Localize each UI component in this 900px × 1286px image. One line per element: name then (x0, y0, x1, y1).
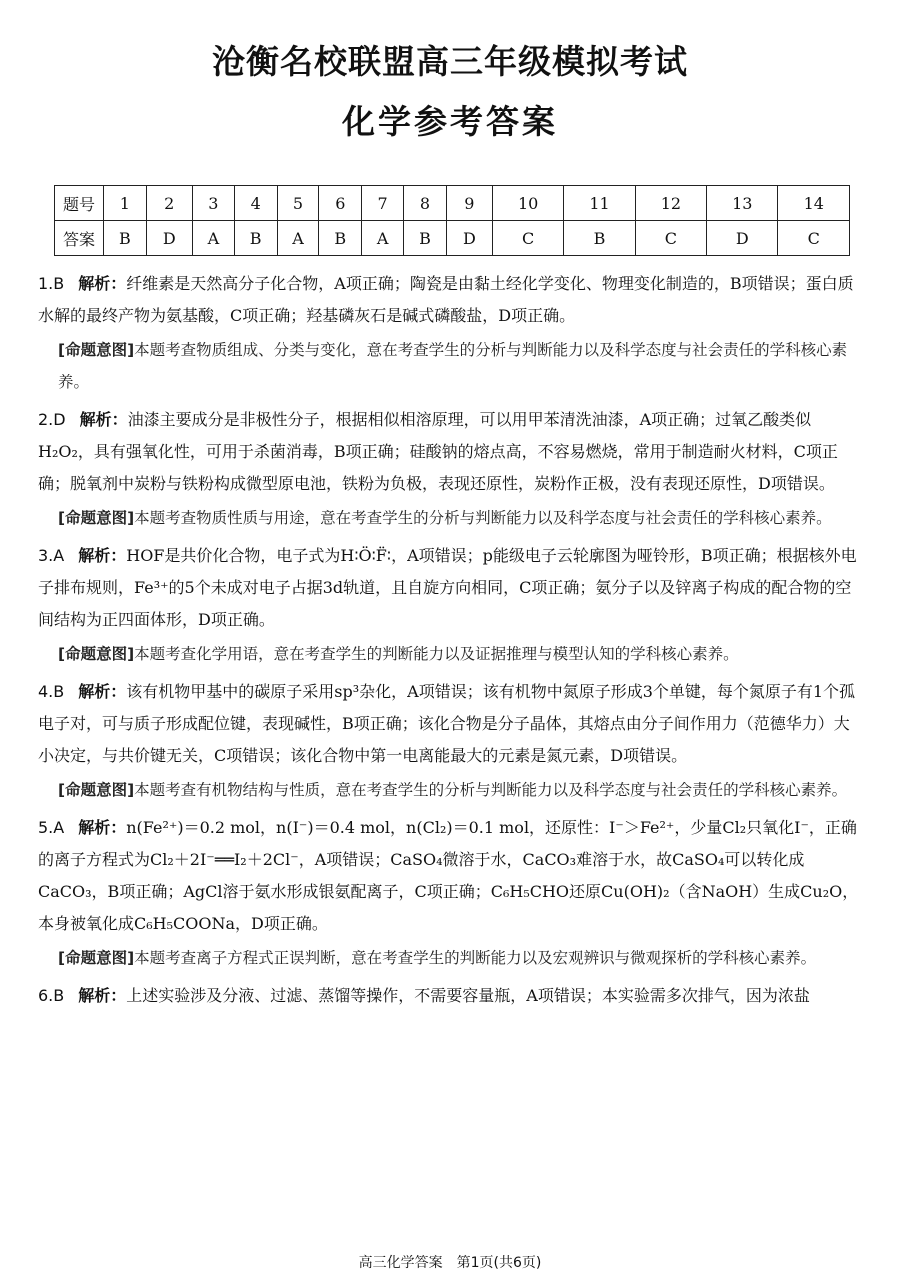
question-explanation (38, 540, 864, 636)
answer-cell: D (707, 221, 778, 256)
explanation-label: 解析： (78, 546, 127, 565)
explanation-text: 油漆主要成分是非极性分子，根据相似相溶原理，可以用甲苯清洗油漆，A项正确；过氧乙酸类似H₂O₂，具有强氧化性，可用于杀菌消毒，B项正确；硅酸钠的熔点高，不容易燃烧，常用于制造耐火材料，C项正确；脱氧剂中炭粉与铁粉构成微型原电池，铁粉为负极，表现还原性，炭粉作正极，没有表现还原性，D项错误。 (38, 410, 838, 493)
question-answer-head: 3.A (38, 546, 65, 565)
question-number-cell: 7 (362, 186, 404, 221)
question-answer-head: 2.D (38, 410, 66, 429)
question-number-cell: 10 (492, 186, 563, 221)
intent-tag: [命题意图] (58, 341, 135, 359)
intent-tag: [命题意图] (58, 645, 135, 663)
question-intent (58, 334, 864, 398)
answer-cell: B (104, 221, 147, 256)
explanation-text: 纤维素是天然高分子化合物，A项正确；陶瓷是由黏土经化学变化、物理变化制造的，B项错误；蛋白质水解的最终产物为氨基酸，C项正确；羟基磷灰石是碱式磷酸盐，D项正确。 (38, 274, 854, 325)
question-intent (58, 638, 864, 670)
question-number-cell: 9 (446, 186, 492, 221)
question-answer-head: 1.B (38, 274, 65, 293)
explanation-text: n(Fe²⁺)＝0.2 mol，n(I⁻)＝0.4 mol，n(Cl₂)＝0.1 mol，还原性：I⁻＞Fe²⁺，少量Cl₂只氧化I⁻，正确的离子方程式为Cl₂＋2I⁻══I₂＋2Cl⁻，A项错误；CaSO₄微溶于水，CaCO₃难溶于水，故CaSO₄可以转化成CaCO₃，B项正确；AgCl溶于氨水形成银氨配离子，C项正确；C₆H₅CHO还原Cu(OH)₂（含NaOH）生成Cu₂O，本身被氧化成C₆H₅COONa，D项正确。 (38, 818, 859, 933)
question-number-cell: 13 (707, 186, 778, 221)
explanation-label: 解析： (79, 410, 128, 429)
question-intent (58, 774, 864, 806)
question-number-cell: 4 (234, 186, 277, 221)
page-title: 沧衡名校联盟高三年级模拟考试 (212, 42, 688, 81)
intent-tag: [命题意图] (58, 509, 135, 527)
answer-cell: D (146, 221, 192, 256)
answer-cell: D (446, 221, 492, 256)
intent-text: 本题考查有机物结构与性质，意在考查学生的分析与判断能力以及科学态度与社会责任的学科核心素养。 (134, 781, 848, 799)
question-explanation (38, 404, 864, 500)
question-answer-head: 5.A (38, 818, 65, 837)
number-row (55, 186, 850, 221)
explanation-label: 解析： (78, 682, 127, 701)
question-number-cell: 11 (564, 186, 635, 221)
answer-cell: B (234, 221, 277, 256)
answer-cell: A (192, 221, 234, 256)
explanation-label: 解析： (78, 818, 127, 837)
answer-cell: B (404, 221, 447, 256)
answer-cell: C (492, 221, 563, 256)
answer-row-label: 答案 (55, 221, 104, 256)
intent-tag: [命题意图] (58, 781, 135, 799)
answer-cell: A (277, 221, 319, 256)
intent-text: 本题考查物质性质与用途，意在考查学生的分析与判断能力以及科学态度与社会责任的学科核心素养。 (134, 509, 832, 527)
question-number-cell: 2 (146, 186, 192, 221)
intent-tag: [命题意图] (58, 949, 135, 967)
question-number-cell: 1 (104, 186, 147, 221)
answer-cell: C (778, 221, 850, 256)
explanation-text: 该有机物甲基中的碳原子采用sp³杂化，A项错误；该有机物中氮原子形成3个单键，每个氮原子有1个孤电子对，可与质子形成配位键，表现碱性，B项正确；该化合物是分子晶体，其熔点由分子间作用力（范德华力）大小决定，与共价键无关，C项错误；该化合物中第一电离能最大的元素是氮元素，D项错误。 (38, 682, 856, 765)
explanation-label: 解析： (78, 274, 127, 293)
question-answer-head: 6.B (38, 986, 65, 1005)
answer-table (54, 185, 850, 256)
explanation-text: HOF是共价化合物，电子式为H∶Ö∶F̈∶，A项错误；p能级电子云轮廓图为哑铃形，B项正确；根据核外电子排布规则，Fe³⁺的5个未成对电子占据3d轨道，且自旋方向相同，C项正确；氨分子以及锌离子构成的配合物的空间结构为正四面体形，D项正确。 (38, 546, 857, 629)
answer-explanations (38, 268, 864, 1012)
answer-cell: B (319, 221, 362, 256)
question-number-cell: 6 (319, 186, 362, 221)
number-row-label: 题号 (55, 186, 104, 221)
explanation-label: 解析： (78, 986, 127, 1005)
question-number-cell: 3 (192, 186, 234, 221)
answer-cell: C (635, 221, 706, 256)
intent-text: 本题考查化学用语，意在考查学生的判断能力以及证据推理与模型认知的学科核心素养。 (134, 645, 739, 663)
question-intent (58, 942, 864, 974)
question-number-cell: 8 (404, 186, 447, 221)
question-explanation (38, 676, 864, 772)
question-number-cell: 5 (277, 186, 319, 221)
question-number-cell: 14 (778, 186, 850, 221)
question-intent (58, 502, 864, 534)
page-footer: 高三化学答案 第1页(共6页) (358, 1255, 542, 1271)
answer-cell: A (362, 221, 404, 256)
page-subtitle: 化学参考答案 (342, 102, 558, 141)
question-number-cell: 12 (635, 186, 706, 221)
question-explanation (38, 980, 864, 1012)
question-explanation (38, 812, 864, 940)
answer-cell: B (564, 221, 635, 256)
answer-row (55, 221, 850, 256)
intent-text: 本题考查物质组成、分类与变化，意在考查学生的分析与判断能力以及科学态度与社会责任的学科核心素养。 (58, 341, 848, 391)
intent-text: 本题考查离子方程式正误判断，意在考查学生的判断能力以及宏观辨识与微观探析的学科核心素养。 (134, 949, 817, 967)
question-explanation (38, 268, 864, 332)
explanation-text: 上述实验涉及分液、过滤、蒸馏等操作，不需要容量瓶，A项错误；本实验需多次排气，因为浓盐 (126, 986, 810, 1005)
question-answer-head: 4.B (38, 682, 65, 701)
